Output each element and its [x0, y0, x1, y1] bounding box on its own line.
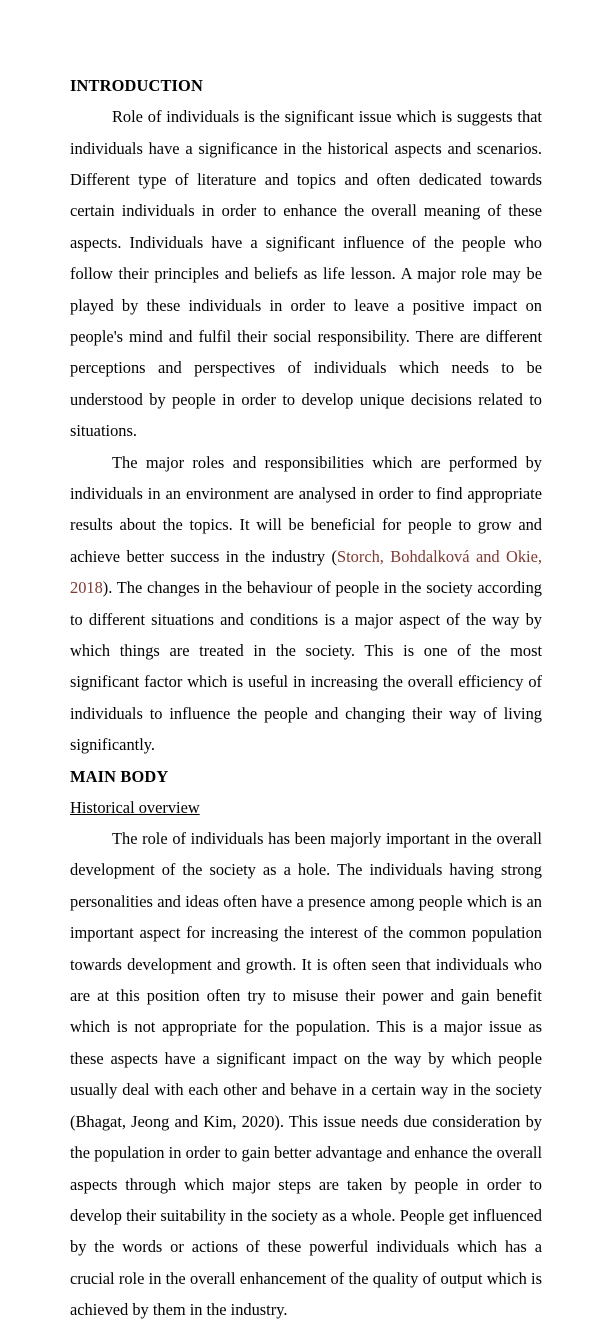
paragraph-intro-2: [70, 447, 542, 761]
page-content: [70, 70, 542, 1326]
paragraph-intro-1: Role of individuals is the significant issue which is suggests that individuals have a significance in the historical aspects and scenarios. Different type of literature and topics and often dedicated towards certain individuals in order to enhance the overall meaning of these aspects. Individuals have a significant influence of the people who follow their principles and beliefs as life lesson. A major role may be played by these individuals in order to leave a positive impact on people's mind and fulfil their social responsibility. There are different perceptions and perspectives of individuals which needs to be understood by people in order to develop unique decisions related to situations.: [70, 107, 542, 441]
paragraph-text-run: ). The changes in the behaviour of people in the society according to different situations and conditions is a major aspect of the way by which things are treated in the society. This is one of the most significant factor which is useful in increasing the overall efficiency of individuals to influence the people and changing their way of living significantly.: [70, 578, 542, 755]
heading-introduction: INTRODUCTION: [70, 76, 203, 95]
paragraph-text-run: The major roles and responsibilities which are performed by individuals in an environment are analysed in order to find appropriate results about the topics. It will be beneficial for people to grow and achieve better success in the industry (: [70, 452, 542, 566]
citation-storch-2018: Storch, Bohdalková and Okie, 2018: [70, 546, 542, 598]
heading-main-body: MAIN BODY: [70, 766, 169, 786]
paragraph-main-1: The role of individuals has been majorly important in the overall development of the society as a hole. The individuals having strong personalities and ideas often have a presence among people which is an important aspect for increasing the interest of the common population towards development and growth. It is often seen that individuals who are at this position often try to misuse their power and gain benefit which is not appropriate for the population. This is a major issue as these aspects have a significant impact on the way by which people usually deal with each other and behave in a certain way in the society (Bhagat, Jeong and Kim, 2020). This issue needs due consideration by the population in order to gain better advantage and enhance the overall aspects through which major steps are taken by people in order to develop their suitability in the society as a whole. People get influenced by the words or actions of these powerful individuals which has a crucial role in the overall enhancement of the quality of output which is achieved by them in the industry.: [70, 829, 542, 1320]
subheading-historical-overview: Historical overview: [70, 797, 200, 817]
